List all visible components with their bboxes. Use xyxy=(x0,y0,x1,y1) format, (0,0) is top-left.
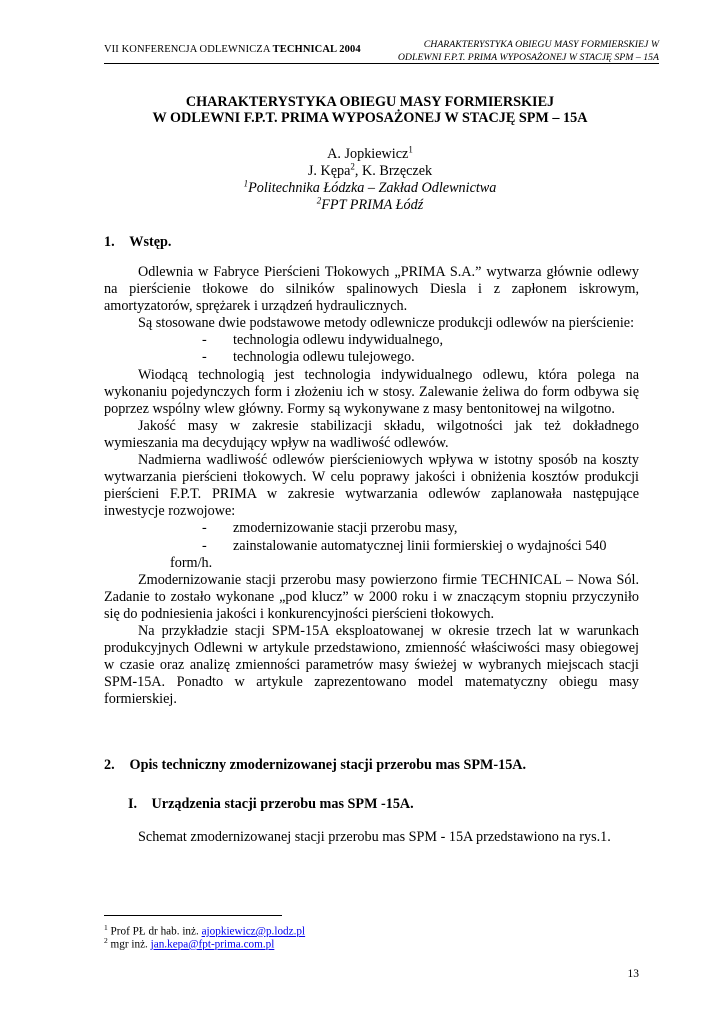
running-title-line2: ODLEWNI F.P.T. PRIMA WYPOSAŻONEJ W STACJĘ SPM – 15A xyxy=(397,52,659,63)
list-item: - zmodernizowanie stacji przerobu masy, xyxy=(202,520,458,537)
author-1: A. Jopkiewicz$^1$ xyxy=(327,144,413,162)
footnote-1: $^1$ Prof PŁ dr hab. inż. ajopkiewicz@p.lodz.pl xyxy=(104,923,306,938)
title-line2: W ODLEWNI F.P.T. PRIMA WYPOSAŻONEJ W STACJĘ SPM – 15A xyxy=(152,110,588,126)
paragraph: Zmodernizowanie stacji przerobu masy powierzono firmie TECHNICAL – Nowa Sól. Zadanie to zostało wykonane „pod klucz” w 2000 roku i w znaczącym stopniu przyczyniło się do podniesienia jakości i konkurencyjności pierścieni tłokowych. xyxy=(104,571,639,622)
running-header-left xyxy=(104,44,361,55)
paragraph: Wiodącą technologią jest technologia indywidualnego odlewu, która polega na wykonaniu pojedynczych form i złożeniu ich w stosy. Zalewanie żeliwa do form odbywa się poprzez wspólny wlew główny. Formy są wykonywane z masy bentonitowej na wilgotno. xyxy=(104,366,639,417)
affiliation-2: $^2$FPT PRIMA Łódź xyxy=(316,195,424,213)
affiliation-1: $^1$Politechnika Łódzka – Zakład Odlewnictwa xyxy=(243,178,497,196)
paper-title xyxy=(60,94,680,126)
list-item: - zainstalowanie automatycznej linii formierskiej o wydajności 540 xyxy=(202,537,607,554)
email-link[interactable]: jan.kepa@fpt-prima.com.pl xyxy=(150,938,275,951)
paragraph: Odlewnia w Fabryce Pierścieni Tłokowych „PRIMA S.A.” wytwarza głównie odlewy na pierścienie tłokowe do silników spalinowych Diesla i z zapłonem iskrowym, amortyzatorów, sprężarek i urządzeń hydraulicznych. xyxy=(104,264,639,315)
paragraph: Na przykładzie stacji SPM-15A eksploatowanej w okresie trzech lat w warunkach produkcyjnych Odlewni w artykule przedstawiono, zmienność właściwości masy obiegowej w czasie oraz analizę zmienności parametrów masy świeżej w wybranych miejscach stacji SPM-15A. Ponadto w artykule zaprezentowano model matematyczny obiegu masy formierskiej. xyxy=(104,622,639,708)
author-block xyxy=(60,146,680,214)
author-2-3: J. Kępa$^2$, K. Brzęczek xyxy=(307,161,433,179)
page-number: 13 xyxy=(627,968,639,980)
title-line1: CHARAKTERYSTYKA OBIEGU MASY FORMIERSKIEJ xyxy=(185,94,555,110)
list-item-continuation: form/h. xyxy=(170,554,213,571)
body-text xyxy=(104,264,639,708)
header-rule xyxy=(104,63,659,64)
running-header-right xyxy=(369,38,659,64)
figure-reference-text: Schemat zmodernizowanej stacji przerobu mas SPM - 15A przedstawiono na rys.1. xyxy=(138,829,611,845)
conference-brand: TECHNICAL 2004 xyxy=(272,44,361,55)
section-heading-2: 2. Opis techniczny zmodernizowanej stacji przerobu mas SPM-15A. xyxy=(104,757,527,773)
list-item: - technologia odlewu tulejowego. xyxy=(202,349,415,366)
running-title-line1: CHARAKTERYSTYKA OBIEGU MASY FORMIERSKIEJ W xyxy=(423,39,659,50)
footnote-2: $^2$ mgr inż. jan.kepa@fpt-prima.com.pl xyxy=(104,936,275,951)
paragraph: Są stosowane dwie podstawowe metody odlewnicze produkcji odlewów na pierścienie: xyxy=(138,315,635,332)
conference-name: VII KONFERENCJA ODLEWNICZA xyxy=(104,44,273,55)
paragraph: Jakość masy w zakresie stabilizacji składu, wilgotności jak też dokładnego wymieszania ma decydujący wpływ na wadliwość odlewów. xyxy=(104,417,639,451)
subsection-heading: I. Urządzenia stacji przerobu mas SPM -15A. xyxy=(128,796,414,812)
email-link[interactable]: ajopkiewicz@p.lodz.pl xyxy=(201,925,306,938)
section-heading-1: 1. Wstęp. xyxy=(104,234,172,250)
list-item: - technologia odlewu indywidualnego, xyxy=(202,332,444,349)
footnote-rule xyxy=(104,915,282,916)
paragraph: Nadmierna wadliwość odlewów pierścieniowych wpływa w istotny sposób na koszty wytwarzania pierścieni tłokowych. W celu poprawy jakości i obniżenia kosztów produkcji pierścieni F.P.T. PRIMA w zakresie wytwarzania odlewów zaplanowała następujące inwestycje rozwojowe: xyxy=(104,452,639,520)
